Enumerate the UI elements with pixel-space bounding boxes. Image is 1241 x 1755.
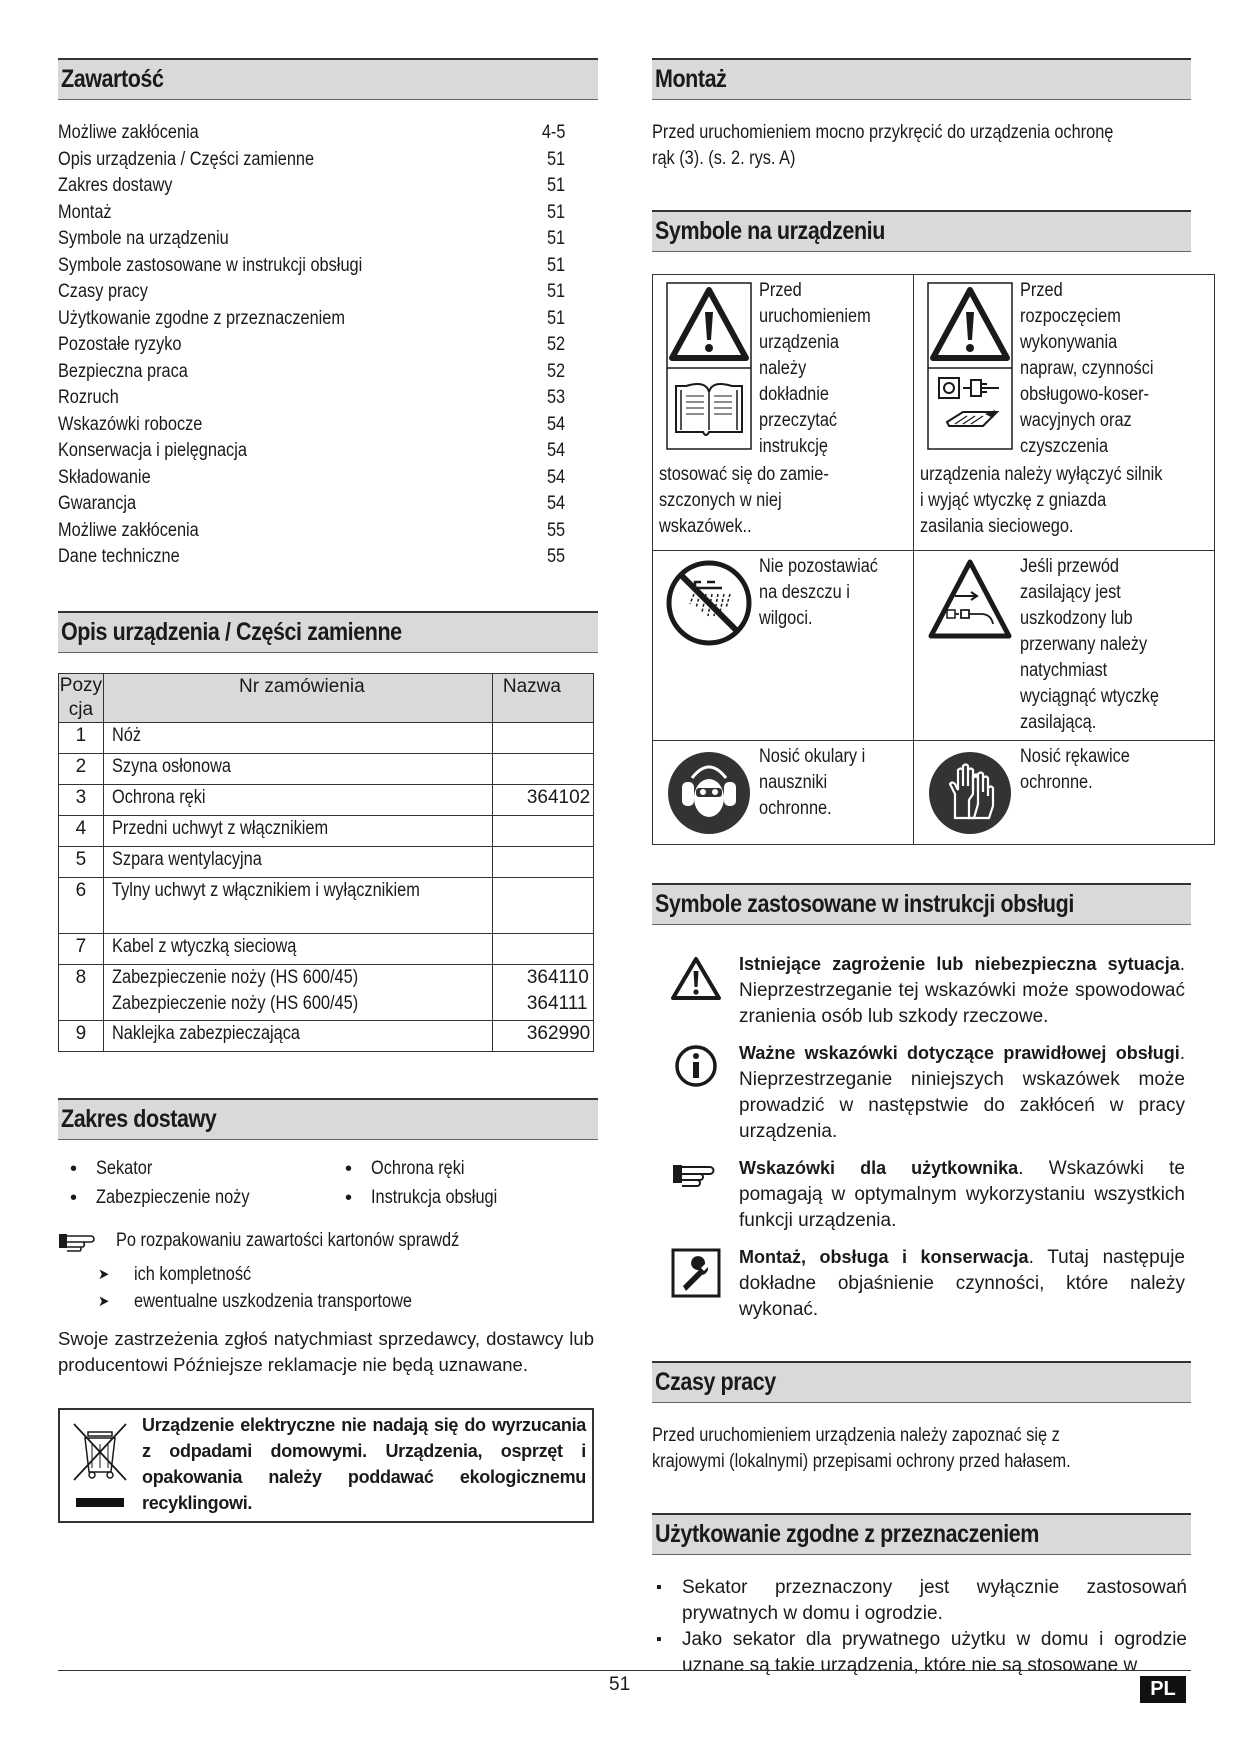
parts-header-row xyxy=(59,673,594,722)
toc-row[interactable]: Pozostałe ryzyko 52 xyxy=(58,334,565,355)
symbol-cell-read-manual xyxy=(653,275,914,551)
language-badge: PL xyxy=(1140,1676,1186,1703)
info-icon xyxy=(674,1044,718,1088)
table-row: 9 Naklejka zabezpieczająca 362990 xyxy=(59,1020,594,1051)
check-list xyxy=(58,1262,598,1316)
list-item: ▪ Sekator przeznaczony jest wyłącznie zastosowań prywatnych w domu i ogrodzie. xyxy=(652,1575,1191,1627)
page-number: 51 xyxy=(609,1674,631,1695)
toc-row[interactable]: Symbole na urządzeniu 51 xyxy=(58,228,565,249)
symbol-cell-no-rain xyxy=(653,551,914,741)
toc-row[interactable]: Zakres dostawy 51 xyxy=(58,175,565,196)
list-item: ➤ ewentualne uszkodzenia transportowe xyxy=(58,1289,598,1316)
table-row: 5 Szpara wentylacyjna xyxy=(59,846,594,877)
wrench-icon xyxy=(671,1248,721,1298)
intended-use-list xyxy=(652,1575,1191,1679)
list-item xyxy=(652,1244,1191,1323)
pointing-hand-icon xyxy=(671,1159,721,1189)
parts-heading: Opis urządzenia / Części zamienne xyxy=(58,611,598,653)
list-item: • Zabezpieczenie noży xyxy=(70,1185,345,1214)
table-row: 4 Przedni uchwyt z włącznikiem xyxy=(59,815,594,846)
toc-row[interactable]: Bezpieczna praca 52 xyxy=(58,360,565,382)
warning-triangle-icon xyxy=(670,955,722,1001)
manual-symbols-heading: Symbole zastosowane w instrukcji obsługi xyxy=(652,883,1191,925)
complaint-note: Swoje zastrzeżenia zgłoś natychmiast sprzedawcy, dostawcy lub producentowi Późniejsze reklamacje nie będą uznawane. xyxy=(58,1327,594,1375)
symbol-description: Istniejące zagrożenie lub niebezpieczna sytuacja. Nieprzestrzeganie tej wskazówki może spowodować zranienia osób lub szkody rzeczowe. xyxy=(739,954,1185,1027)
toc-row[interactable]: Wskazówki robocze 54 xyxy=(58,413,565,435)
work-times-heading: Czasy pracy xyxy=(652,1361,1191,1403)
toc-row[interactable]: Gwarancja 54 xyxy=(58,493,565,514)
delivery-heading: Zakres dostawy xyxy=(58,1098,598,1140)
wear-gloves-icon xyxy=(925,748,1015,838)
damaged-cable-warning-icon xyxy=(927,558,1013,642)
symbol-description: Wskazówki dla użytkownika. Wskazówki te pomagają w optymalnym wykorzystaniu wszystkich funkcji urządzenia. xyxy=(739,1158,1185,1231)
symbol-description: Montaż, obsługa i konserwacja. Tutaj następuje dokładne objaśnienie czynności, które należy wykonać. xyxy=(739,1247,1185,1320)
table-row: 8 Zabezpieczenie noży (HS 600/45) Zabezpieczenie noży (HS 600/45) 364110 364111 xyxy=(59,964,594,1020)
toc-row[interactable]: Montaż 51 xyxy=(58,201,565,223)
symbol-bottom-text: urządzenia należy wyłączyć silnik i wyjąć wtyczkę z gniazda zasilania sieciowego. xyxy=(920,464,1163,537)
device-symbols-heading: Symbole na urządzeniu xyxy=(652,210,1191,252)
table-row: 2 Szyna osłonowa xyxy=(59,753,594,784)
symbol-side-text: Jeśli przewód zasilający jest uszkodzony lub przerwany należy natychmiast wyciągnąć wtyczkę zasilającą. xyxy=(1020,556,1159,733)
toc-heading: Zawartość xyxy=(58,58,598,100)
symbol-side-text: Nie pozostawiać na deszczu i wilgoci. xyxy=(759,556,878,629)
wear-goggles-earmuffs-icon xyxy=(664,748,754,838)
toc-row[interactable]: Czasy pracy 51 xyxy=(58,281,565,302)
toc-row[interactable]: Rozruch 53 xyxy=(58,387,565,408)
symbol-cell-eye-ear-protection xyxy=(653,741,914,845)
list-item xyxy=(652,1155,1191,1234)
work-times-text: Przed uruchomieniem urządzenia należy zapoznać się z krajowymi (lokalnymi) przepisami ochrony przed hałasem. xyxy=(652,1425,1071,1472)
list-item: ▪ Jako sekator dla prywatnego użytku w domu i ogrodzie uznane są takie urządzenia, które nie są stosowane w xyxy=(652,1627,1191,1679)
footer-divider xyxy=(58,1670,1191,1671)
table-row: 3 Ochrona ręki 364102 xyxy=(59,784,594,815)
pointing-hand-icon xyxy=(58,1230,98,1252)
symbol-side-text: Nosić okulary i nauszniki ochronne. xyxy=(759,746,866,819)
toc-row[interactable]: Możliwe zakłócenia 4-5 xyxy=(58,122,565,143)
symbol-side-text: Przed uruchomieniem urządzenia należy dokładnie przeczytać instrukcję xyxy=(759,280,871,457)
col-header-order-number: Nr zamówienia xyxy=(103,673,492,722)
right-column xyxy=(652,58,1191,1679)
symbol-cell-damaged-cable xyxy=(914,551,1215,741)
assembly-text: Przed uruchomieniem mocno przykręcić do urządzenia ochronę rąk (3). (s. 2. rys. A) xyxy=(652,122,1114,169)
delivery-list xyxy=(58,1156,598,1214)
list-item xyxy=(652,951,1191,1030)
weee-icon-wrap xyxy=(60,1410,140,1521)
weee-notice xyxy=(58,1408,594,1523)
parts-table xyxy=(58,673,594,1052)
warning-unplug-icon xyxy=(927,282,1013,450)
list-item: • Ochrona ręki xyxy=(345,1156,585,1185)
list-item xyxy=(652,1040,1191,1145)
toc-row[interactable]: Konserwacja i pielęgnacja 54 xyxy=(58,440,565,461)
toc-row[interactable]: Składowanie 54 xyxy=(58,466,565,488)
device-symbols-table xyxy=(652,274,1215,845)
list-item: ➤ ich kompletność xyxy=(58,1262,598,1289)
col-header-name: Nazwa xyxy=(492,673,593,722)
check-intro: Po rozpakowaniu zawartości kartonów sprawdź xyxy=(58,1228,598,1254)
table-row: 7 Kabel z wtyczką sieciową xyxy=(59,933,594,964)
toc-row[interactable]: Możliwe zakłócenia 55 xyxy=(58,519,565,541)
toc-row[interactable]: Użytkowanie zgodne z przeznaczeniem 51 xyxy=(58,307,565,329)
left-column xyxy=(58,58,598,1523)
weee-text: Urządzenie elektryczne nie nadają się do wyrzucania z odpadami domowymi. Urządzenia, osprzęt i opakowania należy poddawać ekologicznemu recyklingowi. xyxy=(142,1414,586,1513)
table-row: 1 Nóż xyxy=(59,722,594,753)
list-item: • Sekator xyxy=(70,1156,345,1185)
warning-read-manual-icon xyxy=(666,282,752,450)
list-item: • Instrukcja obsługi xyxy=(345,1185,585,1214)
intended-use-heading: Użytkowanie zgodne z przeznaczeniem xyxy=(652,1513,1191,1555)
symbol-cell-unplug xyxy=(914,275,1215,551)
symbol-description: Ważne wskazówki dotyczące prawidłowej obsługi. Nieprzestrzeganie niniejszych wskazówek może prowadzić w następstwie do zakłóceń w pracy urządzenia. xyxy=(739,1043,1185,1142)
toc-row[interactable]: Symbole zastosowane w instrukcji obsługi 51 xyxy=(58,254,565,276)
symbol-side-text: Przed rozpoczęciem wykonywania napraw, czynności obsługowo-koser-wacyjnych oraz czyszczenia xyxy=(1020,280,1154,457)
symbol-side-text: Nosić rękawice ochronne. xyxy=(1020,746,1130,793)
no-rain-icon xyxy=(664,558,754,648)
col-header-position: Pozy cja xyxy=(59,673,104,722)
toc-row[interactable]: Dane techniczne 55 xyxy=(58,546,565,567)
toc-list xyxy=(58,120,565,571)
symbol-bottom-text: stosować się do zamie-szczonych w niej wskazówek.. xyxy=(659,464,829,537)
toc-row[interactable]: Opis urządzenia / Części zamienne 51 xyxy=(58,148,565,170)
table-row: 6 Tylny uchwyt z włącznikiem i wyłącznikiem xyxy=(59,877,594,933)
crossed-bin-icon xyxy=(70,1418,130,1513)
symbol-cell-gloves xyxy=(914,741,1215,845)
assembly-heading: Montaż xyxy=(652,58,1191,100)
